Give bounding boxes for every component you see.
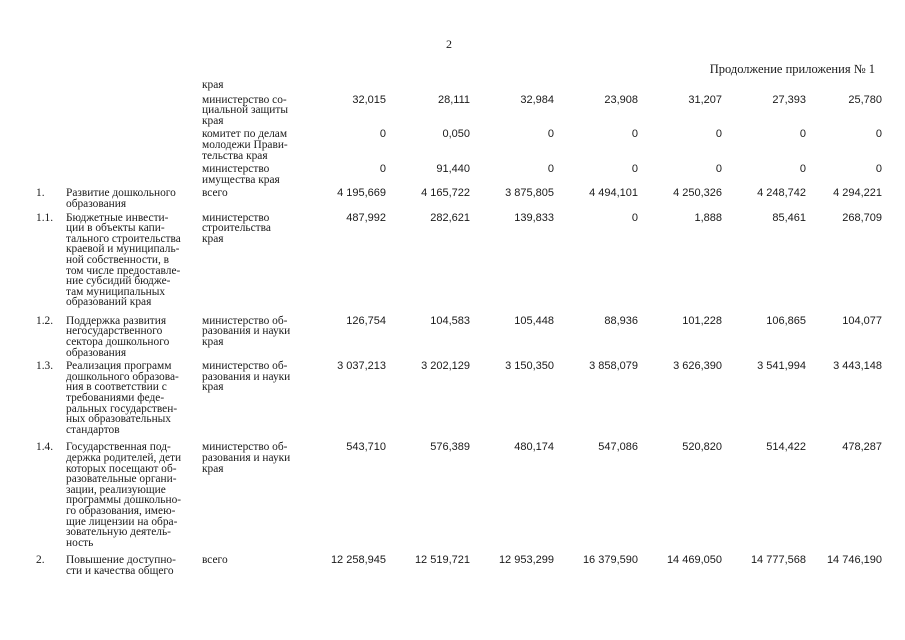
row-name: Повышение доступно- сти и качества общего	[66, 554, 176, 577]
table-row	[34, 188, 882, 212]
row-value: 0	[379, 163, 386, 176]
table-body	[34, 80, 882, 580]
row-value: 0	[631, 128, 638, 141]
row-executor: министерство строительства края	[202, 211, 271, 245]
row-value: 25,780	[848, 93, 882, 106]
row-value: 543,710	[346, 441, 386, 454]
table-row	[34, 129, 882, 164]
row-value: 0	[715, 128, 722, 141]
row-value: 14 469,050	[666, 554, 722, 567]
row-name	[64, 129, 200, 164]
row-value: 0	[631, 211, 638, 224]
row-value	[386, 80, 470, 95]
row-value: 576,389	[430, 441, 470, 454]
row-value: 4 494,101	[589, 187, 638, 200]
row-value: 28,111	[437, 93, 470, 106]
row-value: 12 258,945	[330, 554, 386, 567]
row-value: 0	[379, 128, 386, 141]
row-value: 4 294,221	[833, 187, 882, 200]
table-row	[34, 164, 882, 188]
row-value: 104,583	[430, 314, 470, 327]
row-executor: края	[202, 79, 224, 91]
row-value: 547,086	[598, 441, 638, 454]
row-value: 16 379,590	[582, 554, 638, 567]
row-value: 268,709	[842, 211, 882, 224]
row-value: 480,174	[514, 441, 554, 454]
row-name: Поддержка развития негосударственного сектора дошкольного образования	[66, 314, 170, 359]
row-number: 1.	[36, 187, 45, 200]
row-value: 3 858,079	[589, 360, 638, 373]
continuation-heading: Продолжение приложения № 1	[709, 62, 875, 76]
row-value: 514,422	[766, 441, 806, 454]
row-executor: всего	[202, 187, 228, 200]
row-value: 0	[631, 163, 638, 176]
row-value: 101,228	[682, 314, 722, 327]
row-number: 1.1.	[36, 211, 54, 224]
row-number: 1.4.	[36, 441, 54, 454]
row-number: 1.2.	[36, 314, 54, 327]
row-name	[64, 80, 200, 95]
table-row	[34, 316, 882, 361]
table-row	[34, 361, 882, 442]
row-value: 0	[715, 163, 722, 176]
row-value	[554, 80, 638, 95]
row-value: 0,050	[442, 128, 470, 141]
row-name	[64, 95, 200, 130]
row-value: 3 150,350	[505, 360, 554, 373]
row-value: 0	[799, 163, 806, 176]
table-row	[34, 95, 882, 130]
row-value: 126,754	[346, 314, 386, 327]
row-value: 4 165,722	[421, 187, 470, 200]
row-number	[34, 80, 64, 95]
row-value: 520,820	[682, 441, 722, 454]
row-value: 88,936	[604, 314, 638, 327]
row-value: 4 195,669	[337, 187, 386, 200]
row-number	[34, 95, 64, 130]
row-value: 0	[875, 163, 882, 176]
row-value: 32,984	[520, 93, 554, 106]
row-value: 32,015	[352, 93, 386, 106]
row-value: 91,440	[436, 163, 470, 176]
row-value: 3 037,213	[337, 360, 386, 373]
row-value: 282,621	[430, 211, 470, 224]
row-value	[470, 80, 554, 95]
row-value: 0	[547, 163, 554, 176]
row-value: 3 541,994	[757, 360, 806, 373]
row-value: 14 777,568	[750, 554, 806, 567]
row-value: 4 248,742	[757, 187, 806, 200]
row-executor: министерство имущества края	[202, 163, 280, 186]
row-value	[806, 80, 882, 95]
table-row	[34, 442, 882, 555]
row-value: 3 875,805	[505, 187, 554, 200]
row-value: 1,888	[694, 211, 722, 224]
row-executor: министерство об- разования и науки края	[202, 314, 291, 349]
row-value	[638, 80, 722, 95]
row-value	[722, 80, 806, 95]
row-name: Государственная под- держка родителей, дети которых посещают об- разовательные органи- зации, реализующие программы дошкольно- го образования, имею- щие лицензии на обра- зовательную деятель- ность	[66, 441, 182, 549]
row-number: 1.3.	[36, 360, 54, 373]
row-value: 139,833	[514, 211, 554, 224]
row-executor: министерство со- циальной защиты края	[202, 93, 289, 127]
row-value: 0	[799, 128, 806, 141]
row-value: 0	[547, 128, 554, 141]
row-value: 3 202,129	[421, 360, 470, 373]
row-value: 27,393	[772, 93, 806, 106]
row-value: 85,461	[772, 211, 806, 224]
row-value: 23,908	[604, 93, 638, 106]
table-row	[34, 555, 882, 579]
row-value: 478,287	[842, 441, 882, 454]
table-row	[34, 213, 882, 316]
row-number	[34, 129, 64, 164]
row-value: 12 519,721	[414, 554, 470, 567]
row-number	[34, 164, 64, 188]
row-value: 3 443,148	[833, 360, 882, 373]
row-executor: всего	[202, 554, 228, 567]
row-value: 104,077	[842, 314, 882, 327]
funding-table	[34, 80, 882, 580]
row-executor: министерство об- разования и науки края	[202, 441, 291, 475]
row-number: 2.	[36, 554, 45, 567]
row-value: 106,865	[766, 314, 806, 327]
row-executor: комитет по делам молодежи Прави- тельства края	[202, 128, 288, 162]
row-value: 487,992	[346, 211, 386, 224]
row-value: 4 250,326	[673, 187, 722, 200]
table-row	[34, 80, 882, 95]
row-name: Развитие дошкольного образования	[66, 187, 176, 210]
row-executor: министерство об- разования и науки края	[202, 360, 291, 394]
page-number: 2	[446, 37, 453, 51]
row-value: 14 746,190	[826, 554, 882, 567]
row-name	[64, 164, 200, 188]
row-value: 12 953,299	[498, 554, 554, 567]
row-value: 105,448	[514, 314, 554, 327]
row-value: 31,207	[688, 93, 722, 106]
row-value: 0	[875, 128, 882, 141]
row-value: 3 626,390	[673, 360, 722, 373]
row-name: Реализация программ дошкольного образова- ния в соответствии с требованиями феде- ральных государствен- ных образовательных стандартов	[66, 360, 179, 436]
row-name: Бюджетные инвести- ции в объекты капи- тального строительства краевой и муниципаль- ной собственности, в том числе предоставле- ние субсидий бюдже- там муниципальных образований края	[66, 211, 181, 309]
row-value	[302, 80, 386, 95]
